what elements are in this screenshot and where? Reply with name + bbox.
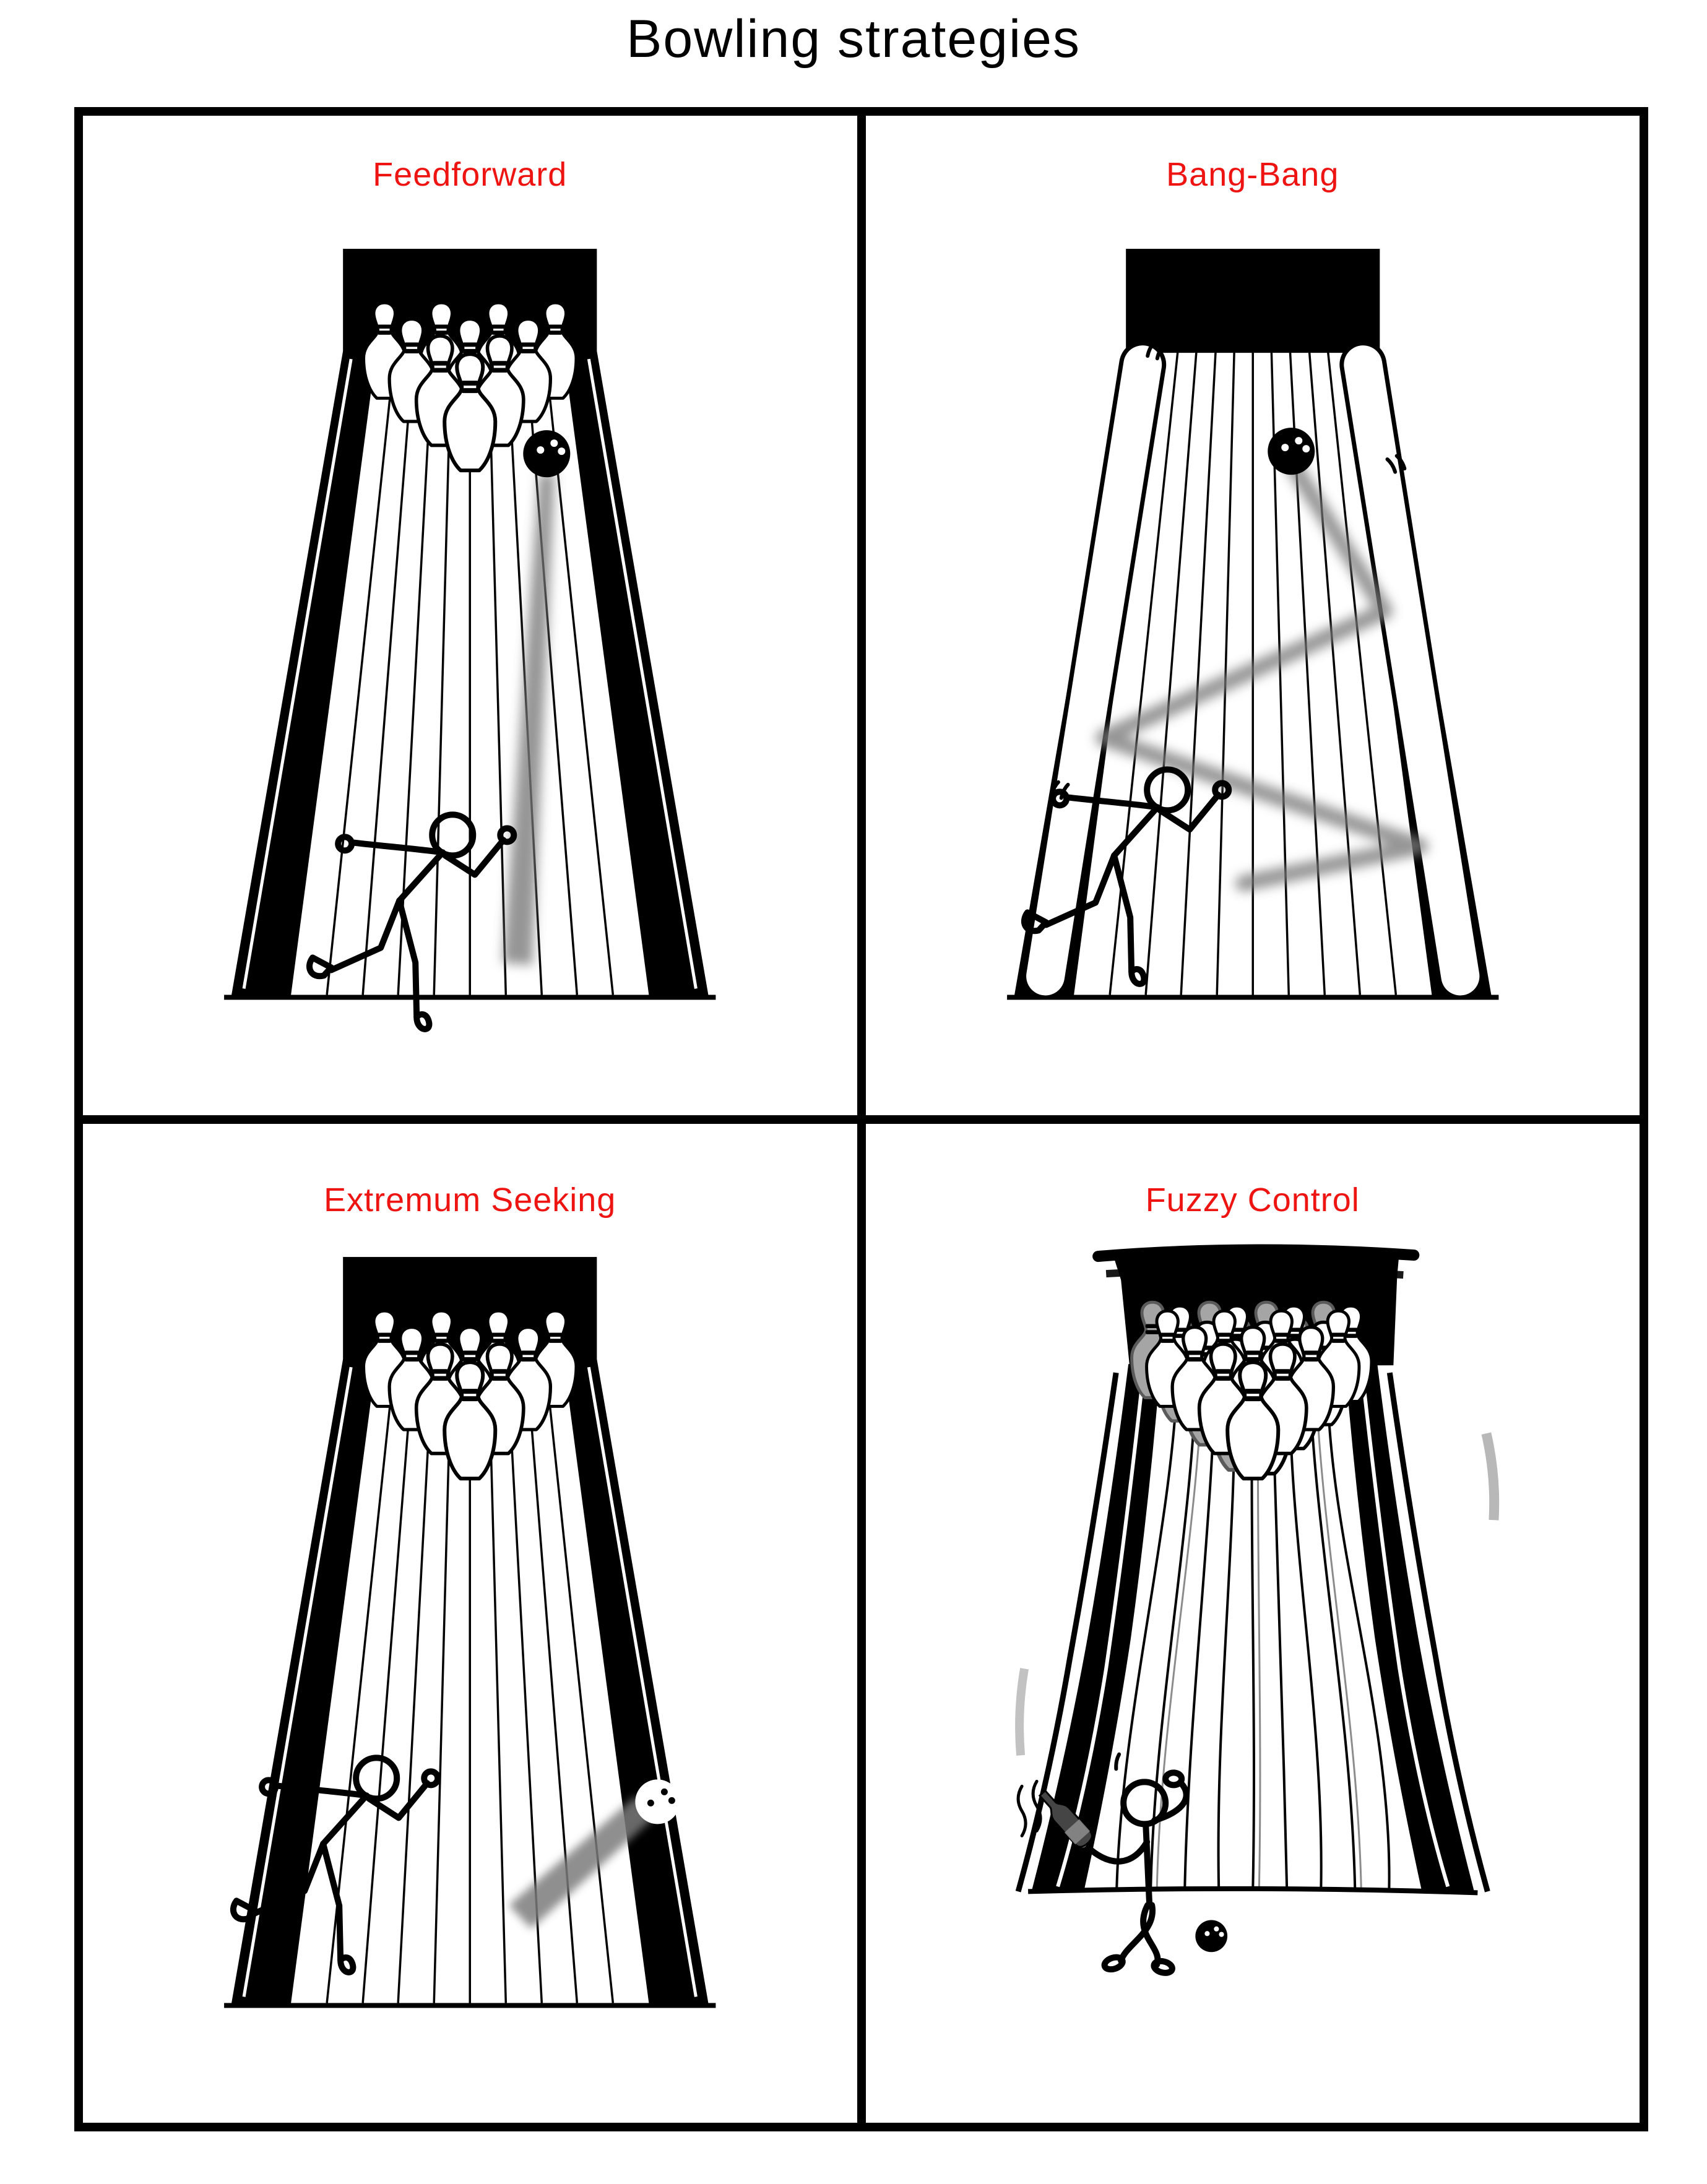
bowling-ball <box>523 430 570 477</box>
scratching-hand <box>1165 1772 1182 1785</box>
panel-title-feedforward: Feedforward <box>373 156 568 193</box>
double-vision-pins <box>1131 1302 1371 1478</box>
bang-bang-drawing <box>866 116 1640 1115</box>
bowling-ball-white <box>635 1779 680 1824</box>
fuzzy-control-drawing <box>866 1124 1640 2123</box>
panel-title-fuzzy-control: Fuzzy Control <box>1145 1181 1360 1219</box>
panel-grid <box>74 107 1648 2131</box>
bottle-wobble-lines <box>1018 1781 1040 1836</box>
panel-title-bang-bang: Bang-Bang <box>1166 156 1339 193</box>
panel-title-extremum-seeking: Extremum Seeking <box>324 1181 616 1219</box>
foot <box>1103 1955 1124 1971</box>
panel-bang-bang <box>866 116 1640 1115</box>
panel-fuzzy-control <box>866 1124 1640 2123</box>
bowling-ball <box>1268 428 1315 475</box>
resting-bowling-ball <box>1195 1920 1227 1952</box>
panel-extremum-seeking <box>83 1124 857 2123</box>
extremum-seeking-drawing <box>83 1124 857 2123</box>
ball-trail-straight <box>503 473 555 965</box>
comic-title: Bowling strategies <box>626 9 1081 69</box>
feedforward-drawing <box>83 116 857 1115</box>
foot <box>1152 1959 1173 1975</box>
panel-feedforward <box>83 116 857 1115</box>
